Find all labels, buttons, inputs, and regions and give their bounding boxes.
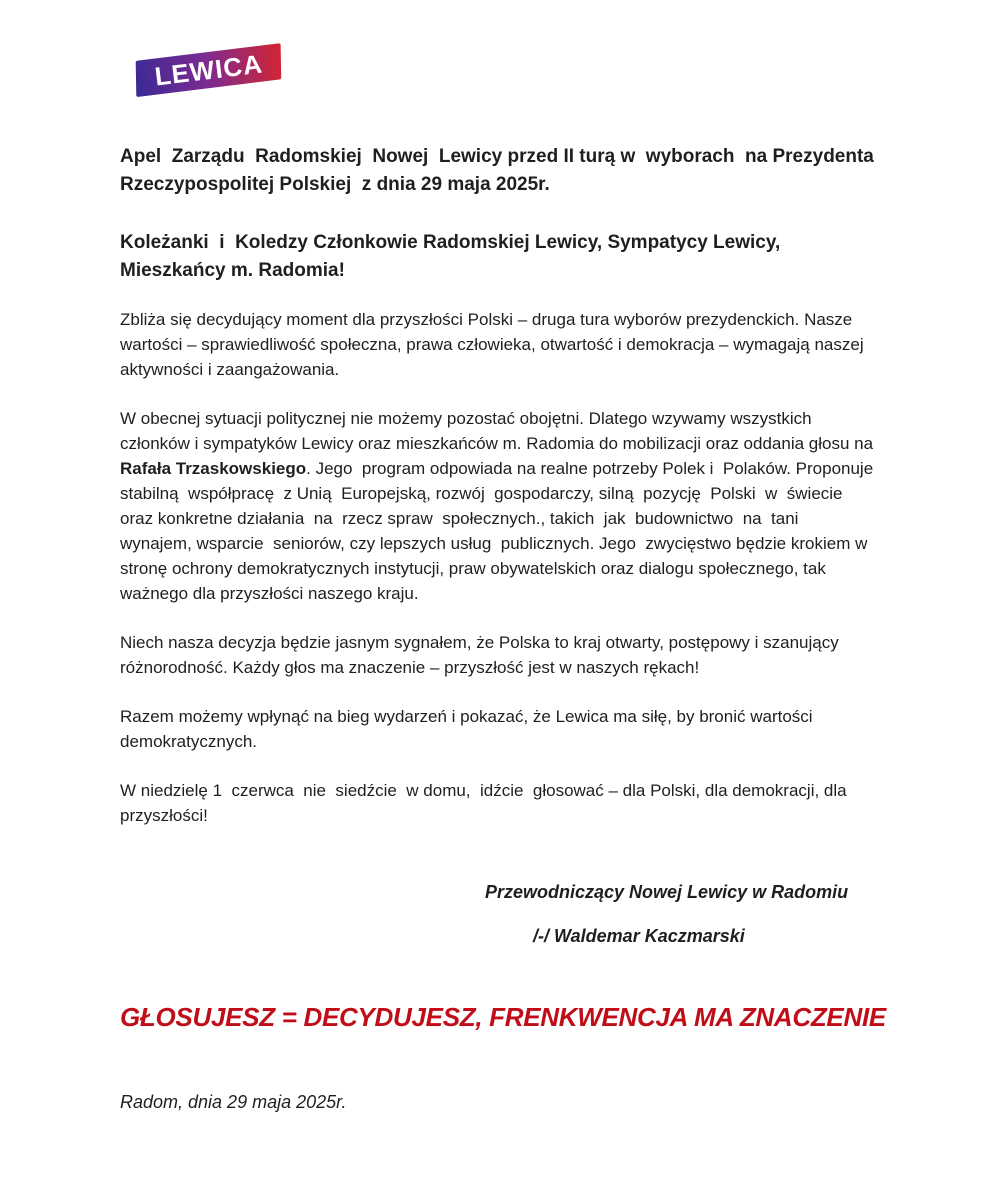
signature-block <box>120 880 877 948</box>
paragraph-2-text-after: . Jego program odpowiada na realne potrzeby Polek i Polaków. Proponuje stabilną współpracę z Unią Europejską, rozwój gospodarczy, silną pozycję Polski w świecie oraz konkretne działania na rzecz spraw społecznych., takich jak budownictwo na tani wynajem, wsparcie seniorów, czy lepszych usług publicznych. Jego zwycięstwo będzie krokiem w stronę ochrony demokratycznych instytucji, praw obywatelskich oraz dialogu społecznego, tak ważnego dla przyszłości naszego kraju. <box>120 459 878 603</box>
paragraph-2 <box>120 406 877 606</box>
document-title: Apel Zarządu Radomskiej Nowej Lewicy przed II turą w wyborach na Prezydenta Rzeczypospolitej Polskiej z dnia 29 maja 2025r. <box>120 146 885 195</box>
lewica-logo-text: LEWICA <box>152 48 265 92</box>
paragraph-4: Razem możemy wpłynąć na bieg wydarzeń i pokazać, że Lewica ma siłę, by bronić wartości demokratycznych. <box>120 707 818 751</box>
signature-role: Przewodniczący Nowej Lewicy w Radomiu <box>485 882 849 902</box>
lewica-logo <box>136 43 282 97</box>
paragraph-2-text-before: W obecnej sytuacji politycznej nie możemy pozostać obojętni. Dlatego wzywamy wszystkich członków i sympatyków Lewicy oraz mieszkańców m. Radomia do mobilizacji oraz oddania głosu na <box>120 409 878 453</box>
signature-name: /-/ Waldemar Kaczmarski <box>533 926 745 946</box>
salutation: Koleżanki i Koledzy Członkowie Radomskiej Lewicy, Sympatycy Lewicy, Mieszkańcy m. Radomia! <box>120 232 786 281</box>
candidate-name-bold: Rafała Trzaskowskiego <box>120 459 307 478</box>
dateline: Radom, dnia 29 maja 2025r. <box>120 1092 347 1112</box>
paragraph-3: Niech nasza decyzja będzie jasnym sygnałem, że Polska to kraj otwarty, postępowy i szanujący różnorodność. Każdy głos ma znaczenie – przyszłość jest w naszych rękach! <box>120 633 844 677</box>
paragraph-5: W niedzielę 1 czerwca nie siedźcie w domu, idźcie głosować – dla Polski, dla demokracji, dla przyszłości! <box>120 781 852 825</box>
paragraph-1: Zbliża się decydujący moment dla przyszłości Polski – druga tura wyborów prezydenckich. Nasze wartości – sprawiedliwość społeczna, prawa człowieka, otwartość i demokracja – wymagają naszej aktywności i zaangażowania. <box>120 310 869 379</box>
voting-slogan: GŁOSUJESZ = DECYDUJESZ, FRENKWENCJA MA ZNACZENIE <box>120 1002 886 1032</box>
